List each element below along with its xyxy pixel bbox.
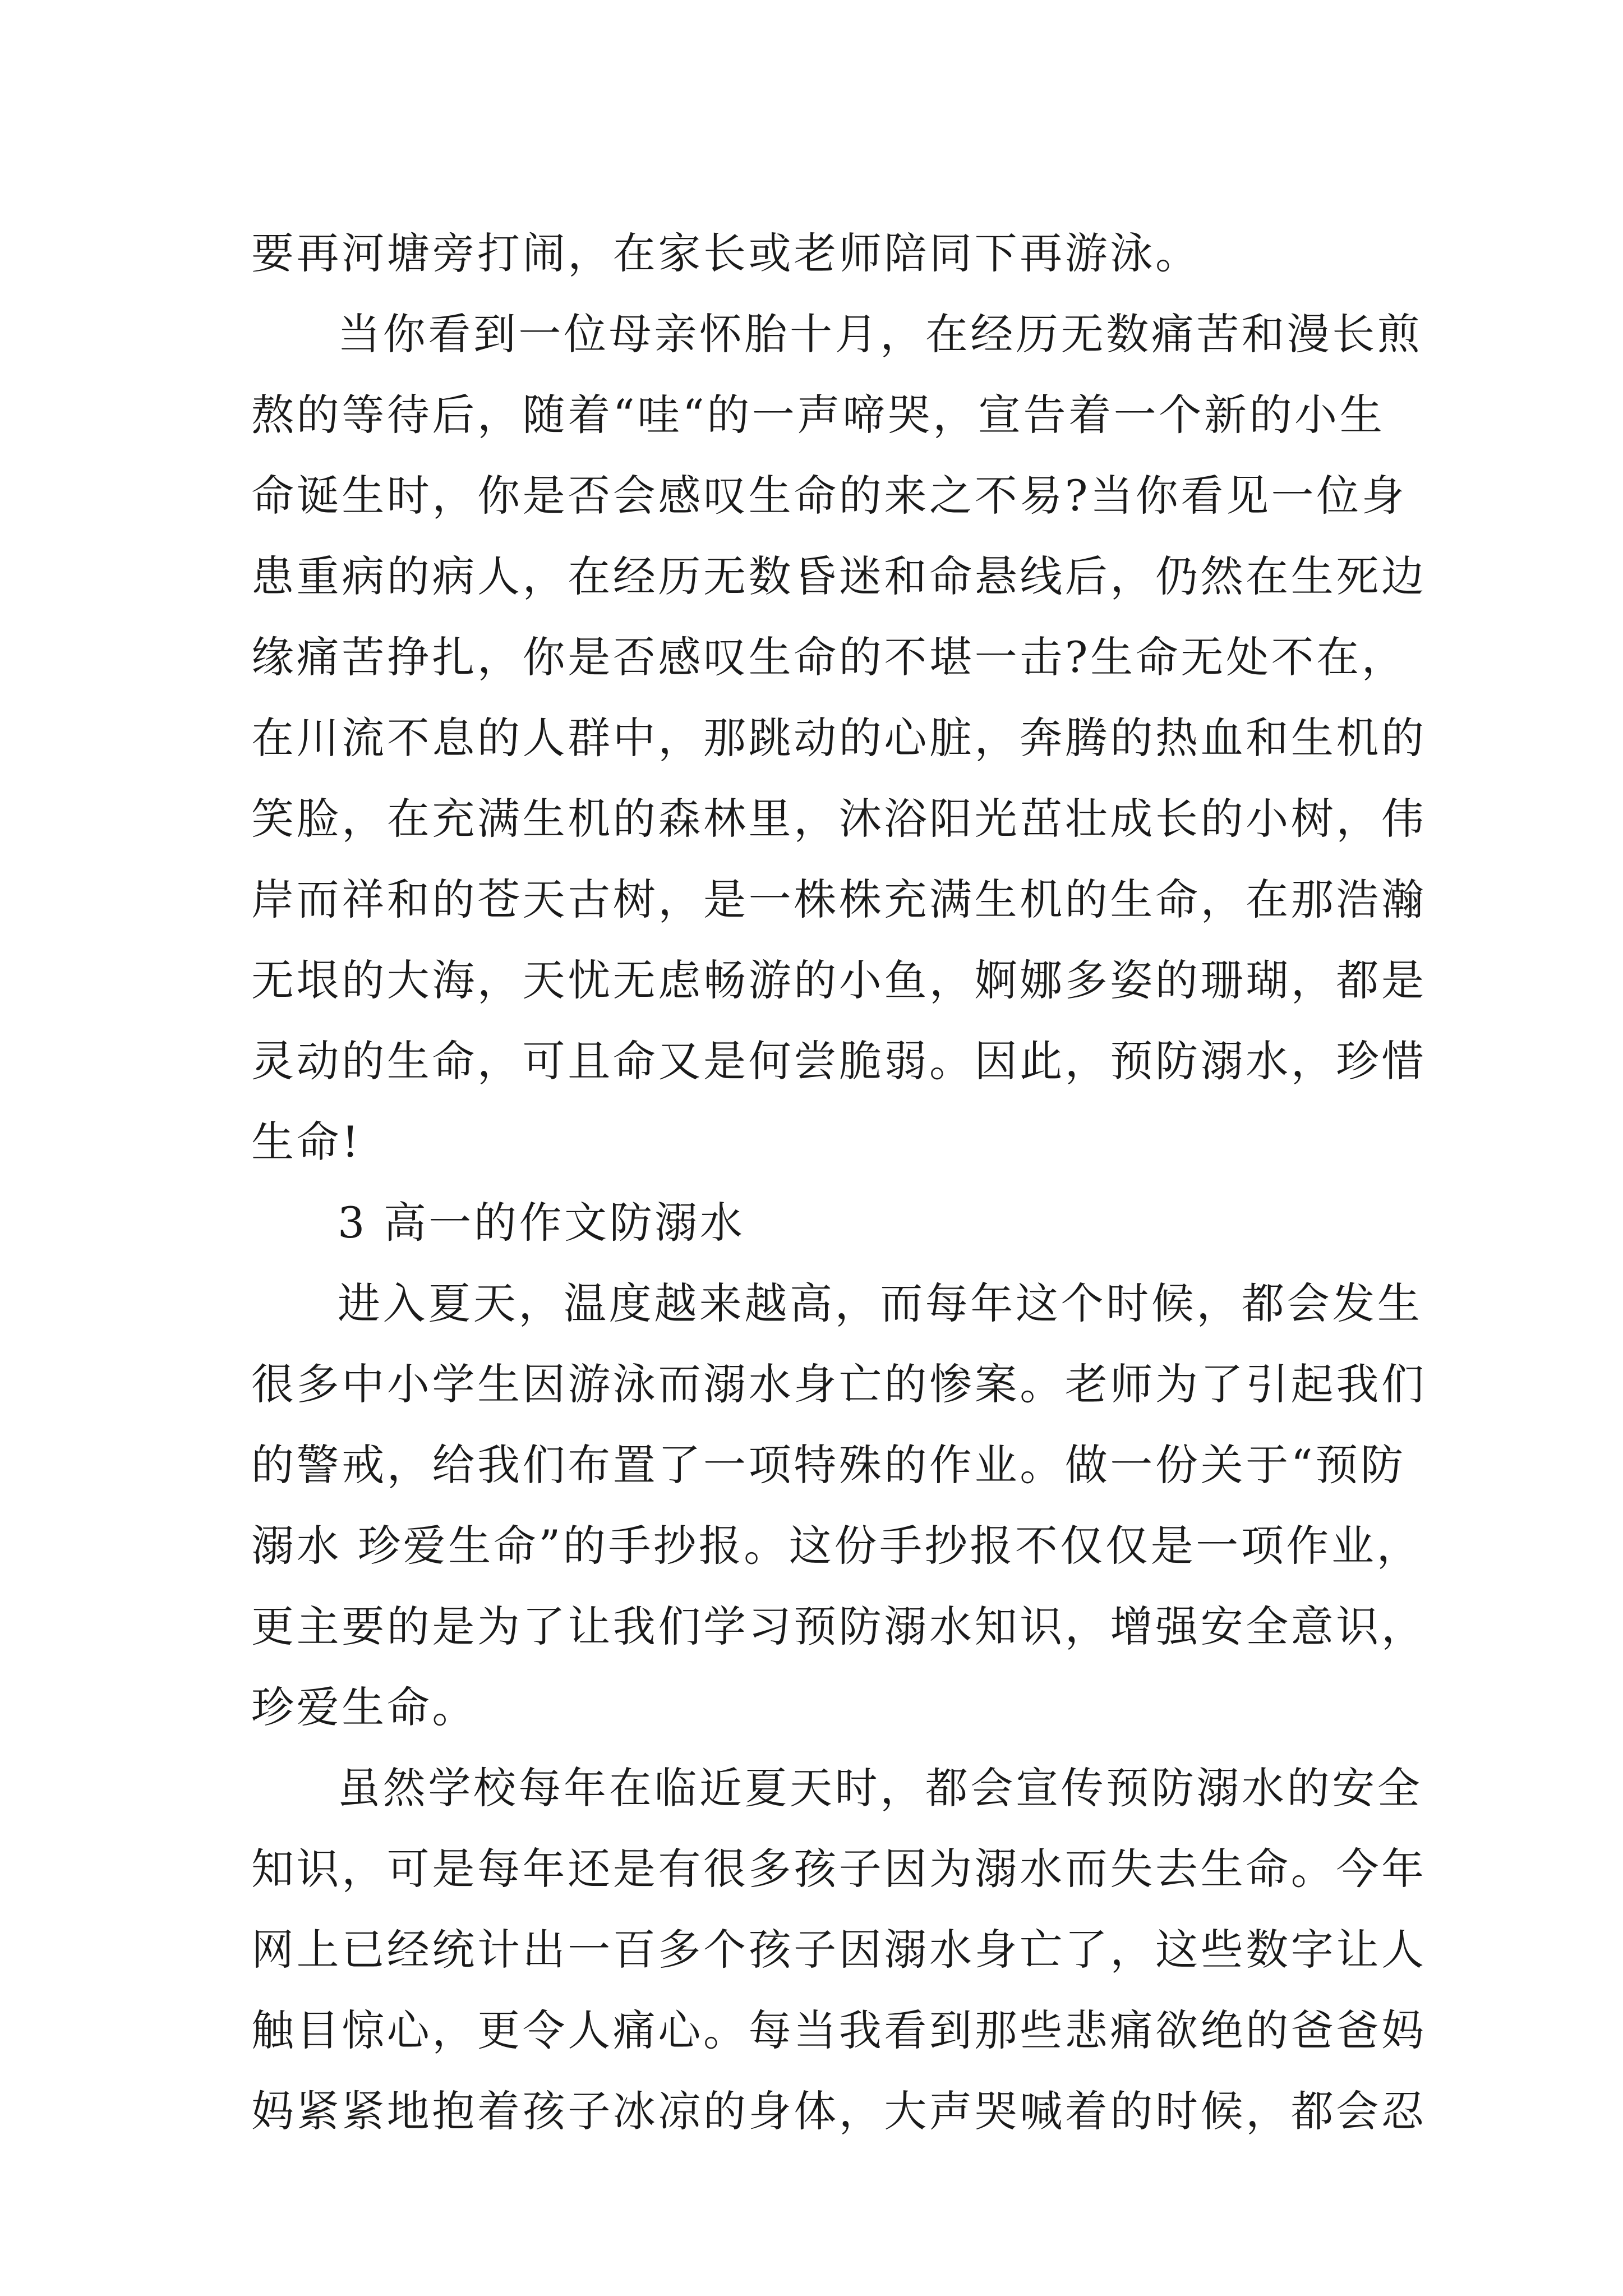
text-line: 进入夏天，温度越来越高，而每年这个时候，都会发生	[338, 1278, 1423, 1328]
text-line: 当你看到一位母亲怀胎十月，在经历无数痛苦和漫长煎	[338, 309, 1423, 359]
text-line: 岸而祥和的苍天古树，是一株株充满生机的生命，在那浩瀚	[251, 875, 1427, 924]
text-line: 触目惊心，更令人痛心。每当我看到那些悲痛欲绝的爸爸妈	[251, 2005, 1427, 2055]
text-line: 网上已经统计出一百多个孩子因溺水身亡了，这些数字让人	[251, 1925, 1427, 1975]
text-line: 更主要的是为了让我们学习预防溺水知识，增强安全意识，	[251, 1602, 1427, 1651]
text-line: 命诞生时，你是否会感叹生命的来之不易?当你看见一位身	[251, 471, 1407, 521]
text-line: 在川流不息的人群中，那跳动的心脏，奔腾的热血和生机的	[251, 713, 1427, 763]
text-line: 灵动的生命，可且命又是何尝脆弱。因此，预防溺水，珍惜	[251, 1036, 1427, 1086]
text-line: 熬的等待后，随着“哇“的一声啼哭，宣告着一个新的小生	[251, 390, 1385, 440]
text-line: 妈紧紧地抱着孩子冰凉的身体，大声哭喊着的时候，都会忍	[251, 2086, 1427, 2136]
text-line: 很多中小学生因游泳而溺水身亡的惨案。老师为了引起我们	[251, 1359, 1427, 1409]
text-line: 缘痛苦挣扎，你是否感叹生命的不堪一击?生命无处不在，	[251, 632, 1407, 682]
text-line: 溺水 珍爱生命”的手抄报。这份手抄报不仅仅是一项作业，	[251, 1521, 1422, 1571]
text-line: 笑脸，在充满生机的森林里，沐浴阳光茁壮成长的小树，伟	[251, 794, 1427, 844]
text-line: 珍爱生命。	[251, 1682, 477, 1732]
text-line: 无垠的大海，天忧无虑畅游的小鱼，婀娜多姿的珊瑚，都是	[251, 955, 1427, 1005]
section-heading: 3 高一的作文防溺水	[338, 1198, 745, 1248]
text-line: 虽然学校每年在临近夏天时，都会宣传预防溺水的安全	[338, 1763, 1423, 1813]
document-body	[251, 213, 1427, 2152]
text-line: 患重病的病人，在经历无数昏迷和命悬线后，仍然在生死边	[251, 551, 1427, 601]
text-line: 的警戒，给我们布置了一项特殊的作业。做一份关于“预防	[251, 1440, 1406, 1490]
text-line: 知识，可是每年还是有很多孩子因为溺水而失去生命。今年	[251, 1844, 1427, 1894]
text-line: 生命!	[251, 1117, 362, 1167]
text-line: 要再河塘旁打闹，在家长或老师陪同下再游泳。	[251, 228, 1201, 278]
